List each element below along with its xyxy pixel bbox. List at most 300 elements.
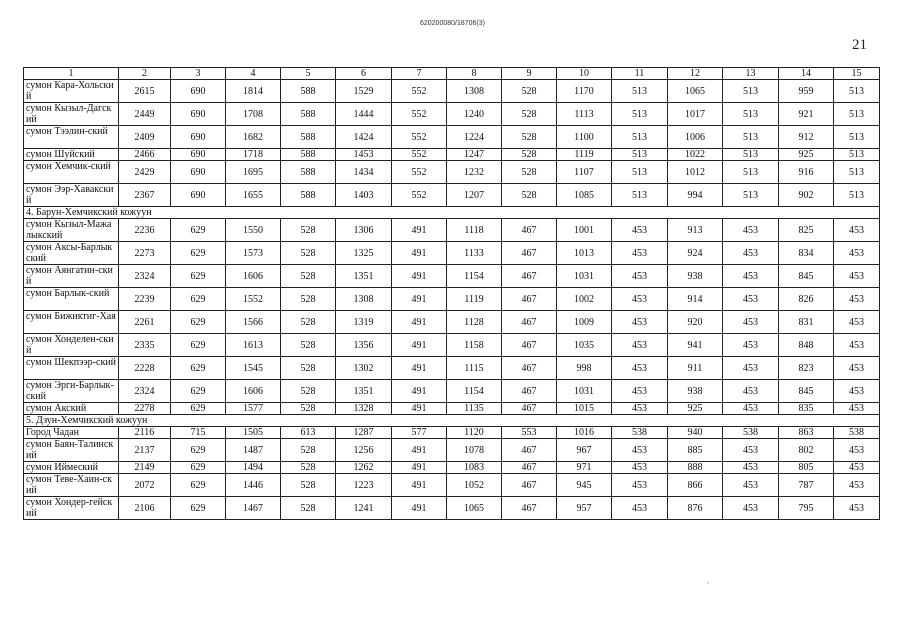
table-row <box>24 474 880 497</box>
header-cell: 6 <box>336 68 392 80</box>
value-cell: 453 <box>723 242 779 265</box>
value-cell: 715 <box>171 427 226 439</box>
section-title: 4. Барун-Хемчикский кожуун <box>24 207 880 219</box>
value-cell: 1107 <box>557 161 612 184</box>
value-cell: 453 <box>834 265 880 288</box>
value-cell: 467 <box>502 242 557 265</box>
value-cell: 805 <box>779 462 834 474</box>
value-cell: 1319 <box>336 311 392 334</box>
value-cell: 1718 <box>226 149 281 161</box>
value-cell: 528 <box>281 462 336 474</box>
value-cell: 690 <box>171 126 226 149</box>
value-cell: 1552 <box>226 288 281 311</box>
value-cell: 453 <box>612 497 668 520</box>
value-cell: 577 <box>392 427 447 439</box>
value-cell: 2106 <box>119 497 171 520</box>
value-cell: 1170 <box>557 80 612 103</box>
value-cell: 835 <box>779 403 834 415</box>
value-cell: 491 <box>392 242 447 265</box>
value-cell: 513 <box>834 184 880 207</box>
value-cell: 863 <box>779 427 834 439</box>
value-cell: 528 <box>502 80 557 103</box>
value-cell: 467 <box>502 219 557 242</box>
table-row <box>24 403 880 415</box>
value-cell: 588 <box>281 103 336 126</box>
value-cell: 2261 <box>119 311 171 334</box>
value-cell: 1154 <box>447 265 502 288</box>
value-cell: 941 <box>668 334 723 357</box>
value-cell: 912 <box>779 126 834 149</box>
value-cell: 453 <box>834 357 880 380</box>
value-cell: 2273 <box>119 242 171 265</box>
value-cell: 453 <box>834 497 880 520</box>
value-cell: 538 <box>834 427 880 439</box>
value-cell: 1325 <box>336 242 392 265</box>
header-cell: 14 <box>779 68 834 80</box>
municipality-name: сумон Кызыл-Мажалыкский <box>24 219 119 242</box>
value-cell: 1695 <box>226 161 281 184</box>
value-cell: 453 <box>723 403 779 415</box>
value-cell: 1115 <box>447 357 502 380</box>
value-cell: 513 <box>612 103 668 126</box>
value-cell: 629 <box>171 334 226 357</box>
value-cell: 2429 <box>119 161 171 184</box>
value-cell: 467 <box>502 403 557 415</box>
value-cell: 2072 <box>119 474 171 497</box>
value-cell: 1351 <box>336 265 392 288</box>
value-cell: 834 <box>779 242 834 265</box>
value-cell: 528 <box>281 334 336 357</box>
value-cell: 845 <box>779 380 834 403</box>
value-cell: 998 <box>557 357 612 380</box>
value-cell: 491 <box>392 497 447 520</box>
value-cell: 629 <box>171 288 226 311</box>
table-row <box>24 439 880 462</box>
value-cell: 2466 <box>119 149 171 161</box>
value-cell: 1606 <box>226 380 281 403</box>
value-cell: 1128 <box>447 311 502 334</box>
value-cell: 802 <box>779 439 834 462</box>
value-cell: 1135 <box>447 403 502 415</box>
value-cell: 920 <box>668 311 723 334</box>
value-cell: 588 <box>281 149 336 161</box>
value-cell: 1009 <box>557 311 612 334</box>
municipality-name: сумон Барлык-ский <box>24 288 119 311</box>
municipality-name: сумон Бижиктиг-Хая <box>24 311 119 334</box>
value-cell: 2149 <box>119 462 171 474</box>
value-cell: 467 <box>502 357 557 380</box>
value-cell: 453 <box>834 288 880 311</box>
value-cell: 1002 <box>557 288 612 311</box>
value-cell: 453 <box>834 311 880 334</box>
value-cell: 453 <box>612 288 668 311</box>
value-cell: 1065 <box>668 80 723 103</box>
municipality-name: сумон Хемчик-ский <box>24 161 119 184</box>
value-cell: 1306 <box>336 219 392 242</box>
value-cell: 1001 <box>557 219 612 242</box>
value-cell: 629 <box>171 497 226 520</box>
value-cell: 1453 <box>336 149 392 161</box>
value-cell: 629 <box>171 265 226 288</box>
municipality-name: сумон Хонделен-ский <box>24 334 119 357</box>
header-cell: 2 <box>119 68 171 80</box>
value-cell: 1016 <box>557 427 612 439</box>
value-cell: 453 <box>834 380 880 403</box>
value-cell: 453 <box>834 403 880 415</box>
value-cell: 538 <box>723 427 779 439</box>
value-cell: 453 <box>834 474 880 497</box>
municipality-name: сумон Ээр-Хавакский <box>24 184 119 207</box>
municipality-name: сумон Иймеский <box>24 462 119 474</box>
value-cell: 1444 <box>336 103 392 126</box>
value-cell: 513 <box>834 161 880 184</box>
value-cell: 453 <box>834 242 880 265</box>
value-cell: 940 <box>668 427 723 439</box>
value-cell: 513 <box>612 161 668 184</box>
value-cell: 528 <box>502 103 557 126</box>
value-cell: 1247 <box>447 149 502 161</box>
value-cell: 1613 <box>226 334 281 357</box>
value-cell: 528 <box>281 242 336 265</box>
value-cell: 795 <box>779 497 834 520</box>
value-cell: 491 <box>392 311 447 334</box>
value-cell: 994 <box>668 184 723 207</box>
value-cell: 453 <box>723 380 779 403</box>
value-cell: 1467 <box>226 497 281 520</box>
value-cell: 513 <box>834 126 880 149</box>
value-cell: 453 <box>723 439 779 462</box>
value-cell: 453 <box>723 497 779 520</box>
value-cell: 513 <box>723 184 779 207</box>
table-row <box>24 242 880 265</box>
value-cell: 538 <box>612 427 668 439</box>
stray-mark: , <box>707 576 709 585</box>
header-cell: 9 <box>502 68 557 80</box>
value-cell: 690 <box>171 149 226 161</box>
value-cell: 1015 <box>557 403 612 415</box>
value-cell: 453 <box>834 334 880 357</box>
value-cell: 1207 <box>447 184 502 207</box>
value-cell: 1505 <box>226 427 281 439</box>
value-cell: 552 <box>392 126 447 149</box>
value-cell: 845 <box>779 265 834 288</box>
value-cell: 2409 <box>119 126 171 149</box>
value-cell: 491 <box>392 357 447 380</box>
value-cell: 453 <box>723 357 779 380</box>
value-cell: 690 <box>171 184 226 207</box>
value-cell: 513 <box>834 80 880 103</box>
value-cell: 1434 <box>336 161 392 184</box>
value-cell: 1120 <box>447 427 502 439</box>
value-cell: 1012 <box>668 161 723 184</box>
table-row <box>24 427 880 439</box>
value-cell: 1494 <box>226 462 281 474</box>
value-cell: 467 <box>502 439 557 462</box>
value-cell: 453 <box>834 439 880 462</box>
value-cell: 629 <box>171 311 226 334</box>
value-cell: 690 <box>171 80 226 103</box>
value-cell: 453 <box>612 474 668 497</box>
table-row <box>24 288 880 311</box>
header-cell: 7 <box>392 68 447 80</box>
value-cell: 513 <box>612 184 668 207</box>
table-row <box>24 334 880 357</box>
value-cell: 826 <box>779 288 834 311</box>
value-cell: 1403 <box>336 184 392 207</box>
value-cell: 629 <box>171 380 226 403</box>
value-cell: 1606 <box>226 265 281 288</box>
value-cell: 629 <box>171 474 226 497</box>
value-cell: 1655 <box>226 184 281 207</box>
table-row <box>24 161 880 184</box>
municipality-name: сумон Тээлин-ский <box>24 126 119 149</box>
value-cell: 1052 <box>447 474 502 497</box>
value-cell: 1065 <box>447 497 502 520</box>
table-row <box>24 380 880 403</box>
value-cell: 1487 <box>226 439 281 462</box>
value-cell: 528 <box>281 403 336 415</box>
value-cell: 528 <box>502 161 557 184</box>
municipality-name: сумон Акский <box>24 403 119 415</box>
header-cell: 13 <box>723 68 779 80</box>
value-cell: 588 <box>281 161 336 184</box>
value-cell: 971 <box>557 462 612 474</box>
municipality-name: сумон Кызыл-Дагский <box>24 103 119 126</box>
value-cell: 588 <box>281 80 336 103</box>
value-cell: 1154 <box>447 380 502 403</box>
municipality-name: сумон Аксы-Барлыкский <box>24 242 119 265</box>
header-cell: 10 <box>557 68 612 80</box>
page-number: 21 <box>852 37 867 53</box>
value-cell: 453 <box>612 265 668 288</box>
value-cell: 1708 <box>226 103 281 126</box>
value-cell: 453 <box>612 311 668 334</box>
value-cell: 629 <box>171 462 226 474</box>
value-cell: 1302 <box>336 357 392 380</box>
value-cell: 1424 <box>336 126 392 149</box>
value-cell: 528 <box>502 149 557 161</box>
value-cell: 629 <box>171 357 226 380</box>
value-cell: 629 <box>171 439 226 462</box>
header-cell: 15 <box>834 68 880 80</box>
header-cell: 8 <box>447 68 502 80</box>
value-cell: 467 <box>502 497 557 520</box>
table-row <box>24 265 880 288</box>
value-cell: 513 <box>723 126 779 149</box>
value-cell: 2367 <box>119 184 171 207</box>
value-cell: 2324 <box>119 380 171 403</box>
value-cell: 513 <box>723 149 779 161</box>
table-row <box>24 184 880 207</box>
value-cell: 588 <box>281 126 336 149</box>
value-cell: 528 <box>502 184 557 207</box>
value-cell: 467 <box>502 462 557 474</box>
value-cell: 491 <box>392 380 447 403</box>
value-cell: 453 <box>723 474 779 497</box>
value-cell: 629 <box>171 219 226 242</box>
value-cell: 453 <box>612 334 668 357</box>
value-cell: 1006 <box>668 126 723 149</box>
table-row <box>24 462 880 474</box>
table-row <box>24 357 880 380</box>
value-cell: 957 <box>557 497 612 520</box>
value-cell: 491 <box>392 219 447 242</box>
value-cell: 513 <box>834 103 880 126</box>
value-cell: 1118 <box>447 219 502 242</box>
value-cell: 453 <box>612 242 668 265</box>
value-cell: 1158 <box>447 334 502 357</box>
value-cell: 2236 <box>119 219 171 242</box>
table-row <box>24 497 880 520</box>
value-cell: 453 <box>612 219 668 242</box>
value-cell: 453 <box>834 219 880 242</box>
document-id: 620200080/18706(3) <box>419 20 485 27</box>
value-cell: 1100 <box>557 126 612 149</box>
value-cell: 1682 <box>226 126 281 149</box>
municipality-name: сумон Теве-Хаин-ский <box>24 474 119 497</box>
value-cell: 513 <box>723 80 779 103</box>
value-cell: 2228 <box>119 357 171 380</box>
value-cell: 1545 <box>226 357 281 380</box>
rates-table <box>23 67 880 520</box>
value-cell: 1550 <box>226 219 281 242</box>
value-cell: 690 <box>171 103 226 126</box>
value-cell: 823 <box>779 357 834 380</box>
value-cell: 1256 <box>336 439 392 462</box>
value-cell: 491 <box>392 334 447 357</box>
value-cell: 453 <box>612 462 668 474</box>
value-cell: 967 <box>557 439 612 462</box>
value-cell: 467 <box>502 474 557 497</box>
value-cell: 491 <box>392 474 447 497</box>
value-cell: 513 <box>612 149 668 161</box>
value-cell: 925 <box>779 149 834 161</box>
table-row <box>24 103 880 126</box>
value-cell: 885 <box>668 439 723 462</box>
value-cell: 513 <box>612 126 668 149</box>
value-cell: 528 <box>281 311 336 334</box>
value-cell: 911 <box>668 357 723 380</box>
value-cell: 1133 <box>447 242 502 265</box>
value-cell: 552 <box>392 161 447 184</box>
value-cell: 491 <box>392 288 447 311</box>
municipality-name: сумон Шуйский <box>24 149 119 161</box>
value-cell: 453 <box>612 403 668 415</box>
value-cell: 2335 <box>119 334 171 357</box>
value-cell: 528 <box>281 357 336 380</box>
value-cell: 453 <box>723 288 779 311</box>
value-cell: 848 <box>779 334 834 357</box>
value-cell: 2116 <box>119 427 171 439</box>
value-cell: 453 <box>834 462 880 474</box>
value-cell: 1356 <box>336 334 392 357</box>
value-cell: 916 <box>779 161 834 184</box>
value-cell: 1031 <box>557 380 612 403</box>
value-cell: 1573 <box>226 242 281 265</box>
value-cell: 453 <box>723 265 779 288</box>
value-cell: 2449 <box>119 103 171 126</box>
table-row <box>24 219 880 242</box>
value-cell: 467 <box>502 288 557 311</box>
value-cell: 513 <box>834 149 880 161</box>
value-cell: 467 <box>502 311 557 334</box>
value-cell: 1013 <box>557 242 612 265</box>
value-cell: 1022 <box>668 149 723 161</box>
section-row <box>24 207 880 219</box>
value-cell: 1241 <box>336 497 392 520</box>
value-cell: 1577 <box>226 403 281 415</box>
value-cell: 1351 <box>336 380 392 403</box>
value-cell: 1529 <box>336 80 392 103</box>
value-cell: 1446 <box>226 474 281 497</box>
value-cell: 552 <box>392 184 447 207</box>
header-row <box>24 68 880 80</box>
value-cell: 528 <box>281 265 336 288</box>
municipality-name: сумон Кара-Хольский <box>24 80 119 103</box>
value-cell: 945 <box>557 474 612 497</box>
municipality-name: сумон Аянгатин-ский <box>24 265 119 288</box>
value-cell: 528 <box>281 288 336 311</box>
value-cell: 831 <box>779 311 834 334</box>
value-cell: 513 <box>723 161 779 184</box>
value-cell: 491 <box>392 462 447 474</box>
header-cell: 3 <box>171 68 226 80</box>
value-cell: 453 <box>723 219 779 242</box>
value-cell: 888 <box>668 462 723 474</box>
value-cell: 453 <box>723 311 779 334</box>
value-cell: 552 <box>392 80 447 103</box>
value-cell: 513 <box>612 80 668 103</box>
value-cell: 528 <box>281 219 336 242</box>
section-title: 5. Дзун-Хемчикский кожуун <box>24 415 880 427</box>
value-cell: 467 <box>502 334 557 357</box>
section-row <box>24 415 880 427</box>
value-cell: 876 <box>668 497 723 520</box>
value-cell: 925 <box>668 403 723 415</box>
value-cell: 1262 <box>336 462 392 474</box>
value-cell: 1308 <box>336 288 392 311</box>
value-cell: 924 <box>668 242 723 265</box>
value-cell: 1287 <box>336 427 392 439</box>
value-cell: 453 <box>723 334 779 357</box>
value-cell: 938 <box>668 265 723 288</box>
header-cell: 5 <box>281 68 336 80</box>
value-cell: 629 <box>171 242 226 265</box>
table-row <box>24 126 880 149</box>
value-cell: 528 <box>281 439 336 462</box>
value-cell: 453 <box>723 462 779 474</box>
value-cell: 528 <box>502 126 557 149</box>
value-cell: 528 <box>281 497 336 520</box>
value-cell: 1031 <box>557 265 612 288</box>
value-cell: 513 <box>723 103 779 126</box>
value-cell: 1328 <box>336 403 392 415</box>
municipality-name: сумон Эрги-Барлык-ский <box>24 380 119 403</box>
value-cell: 613 <box>281 427 336 439</box>
value-cell: 1119 <box>447 288 502 311</box>
value-cell: 1223 <box>336 474 392 497</box>
value-cell: 914 <box>668 288 723 311</box>
value-cell: 491 <box>392 439 447 462</box>
value-cell: 913 <box>668 219 723 242</box>
value-cell: 1232 <box>447 161 502 184</box>
value-cell: 938 <box>668 380 723 403</box>
value-cell: 1035 <box>557 334 612 357</box>
value-cell: 491 <box>392 403 447 415</box>
municipality-name: сумон Шекпээр-ский <box>24 357 119 380</box>
municipality-name: сумон Хондер-гейский <box>24 497 119 520</box>
value-cell: 2137 <box>119 439 171 462</box>
